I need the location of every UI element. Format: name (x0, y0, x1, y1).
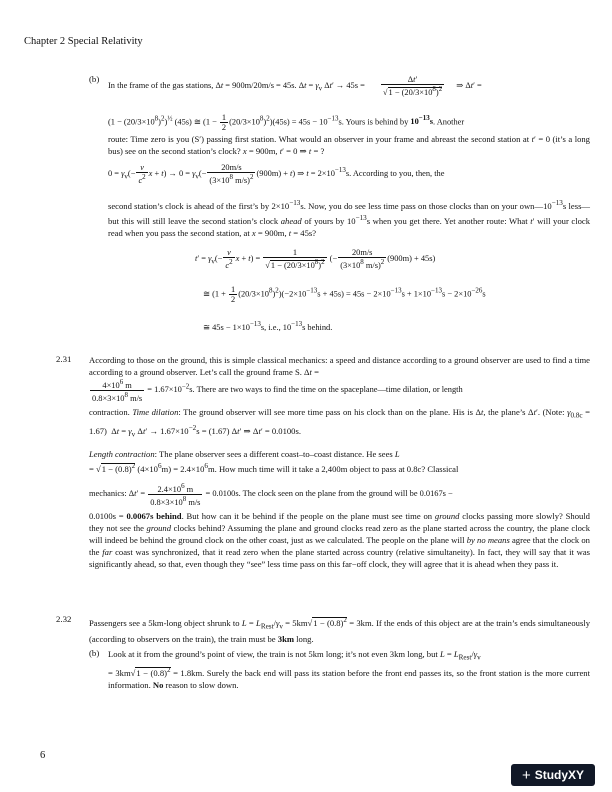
problem-2-32-label: 2.32 (56, 614, 72, 624)
eq-tprime: $t' = \gamma_v(-$ $\frac{v}{c^2}$ x + t) = $\frac{1}{√1 - (20/3\times 10^8)^2}$ (− $\frac{20m/s}{(3\times 10^8 m/s)^2}$ (900m) + 45s) (195, 248, 436, 270)
plus-icon: + (521, 766, 531, 784)
part-b-label: (b) (89, 74, 100, 84)
eq-approx-2: ≅ $45s - 1\times 10^{-13}s$, i.e., $10^{-13}s$ behind. (203, 320, 333, 332)
eq-plane-time: mechanics: Δt′ = $\frac{2.4\times 10^6 m}{0.8\times 3\times 10^8 m/s}$ = 0.0100s. The clock seen on the plane from the ground will be 0.0167s − (89, 482, 453, 507)
part-b-label-2: (b) (89, 648, 100, 658)
chapter-header: Chapter 2 Special Relativity (24, 36, 143, 47)
problem-2-31-label: 2.31 (56, 354, 72, 364)
time-dilation-text: contraction. Time dilation: The ground observer will see more time pass on his clock than on the plane. His is Δt, the plane’s Δt′. (Note: $\gamma_{0.8c} = 1.67$) $\Delta t = \gamma_v$ $\Delta t' \to 1.67\times 10^{-2}s = (1.67)$ Δt′ ⇒ Δt′ = 0.0100s. (89, 407, 590, 439)
eq-ground-time: $\frac{4\times 10^6 m}{0.8\times 3\times 10^8 m/s}$ = $1.67\times 10^{-2}s$. There are two ways to find the time on the spaceplane—time dilation, or length (92, 378, 463, 403)
page-number: 6 (40, 750, 46, 761)
plane-behind-text: 0.0100s = 0.0067s behind. But how can it be behind if the people on the plane must see time on ground clocks passing more slowly? Should they not see the ground clocks behind? Assuming the plane and ground clocks read zero as the plane started across the country, the plane clock will indeed be behind the ground clock on the other coast, just as we calculated. The people on the plane will by no means agree that the clock on the far coast was synchronized, that it read zero when the plane started across country (relative simultaneity). In fact, they will say that it was significantly ahead, so that, even though they “see” less time pass on this far−off clock, they will agree that it is ahead when they pass it. (89, 511, 590, 569)
problem-2-32-text: Passengers see a 5km-long object shrunk to $L = L_{Rest}/\gamma_v = 5km√1 - (0.8)^2 = 3km$. If the ends of this object are at the train’s ends simultaneously (according to observers on the train), the train must be 3km long. (89, 616, 590, 644)
second-station-text: second station’s clock is ahead of the first’s by $2\times 10^{-13}s$. Now, you do see less time pass on those clocks than on your $own—10^{-13}s$ less—but this will still leave the second station’s clock ahead of yours by $10^{-13}s$ when you get there. Yet another route: What t′ will your clock read when you pass the second station, at x = 900m, t = 45s? (108, 199, 591, 238)
problem-2-32b-text: Look at it from the ground’s point of view, the train is not 5km long; it’s not even 3km long, but $L = L_{Rest}/\gamma_v$ = $3km√1 - (0.8)^2 = 1.8km$. Surely the back end will pass its station before the front end passes its, so the front station is the more current information. No reason to slow down. (108, 649, 590, 690)
eq-line-4: $0 = \gamma_v(-$ $\frac{v}{c^2}$ $x + t) \to 0 = \gamma_v(-$ $\frac{20m/s}{(3\times 10^8 m/s)^2}$ (900m) + t) ⇒ $t = 2\times 10^{-13}s$. According to you, then, the (108, 163, 445, 185)
studyxy-badge[interactable] (511, 764, 595, 786)
eq-line-2: $(1 - (20/3\times 10^8)^2)^{\frac{1}{2}}$ (45s) ≅ (1 − $\frac{1}{2}$ $(20/3\times 10^8)^2)(45s) = 45s - 10^{-13}s$. Yours is behind by $10^{-13}s$. Another (108, 113, 465, 132)
eq-approx-1: ≅ (1 + $\frac{1}{2}$ $(20/3\times 10^8)^2)(-2\times 10^{-13}s + 45s) = 45s - 2\times 10^{-13}s + 1\times 10^{-13}s - 2\times 10^{-26}s$ (203, 285, 486, 304)
problem-2-31-intro: According to those on the ground, this is simple classical mechanics: a speed and distance according to a ground observer are used to find a time according to a ground observer. Let’s call the ground frame S. Δt = (89, 355, 590, 377)
eq-line-1: In the frame of the gas stations, Δt = 900m/20m/s = 45s. $\Delta t = \gamma_v$ Δt′ → 45s = $\frac{\Delta t'}{√1 - (20/3\times 10^8)^2}$ ⇒ Δt′ = (108, 75, 482, 97)
route-text-1: route: Time zero is you (S′) passing first station. What would an observer in your frame and abreast the second station at t′ = 0 (it’s a long bus) see on the second station’s clock? x = 900m, t′ = 0 ⇒ t = ? (108, 134, 590, 156)
length-contraction-text: Length contraction: The plane observer sees a different coast–to–coast distance. He sees L = $√1 - (0.8)^2$ $(4\times 10^6m) = 2.4\times 10^6m$. How much time will it take a 2,400m object to pass at 0.8c? Classical (89, 449, 459, 474)
brand-name: StudyXY (534, 768, 585, 782)
